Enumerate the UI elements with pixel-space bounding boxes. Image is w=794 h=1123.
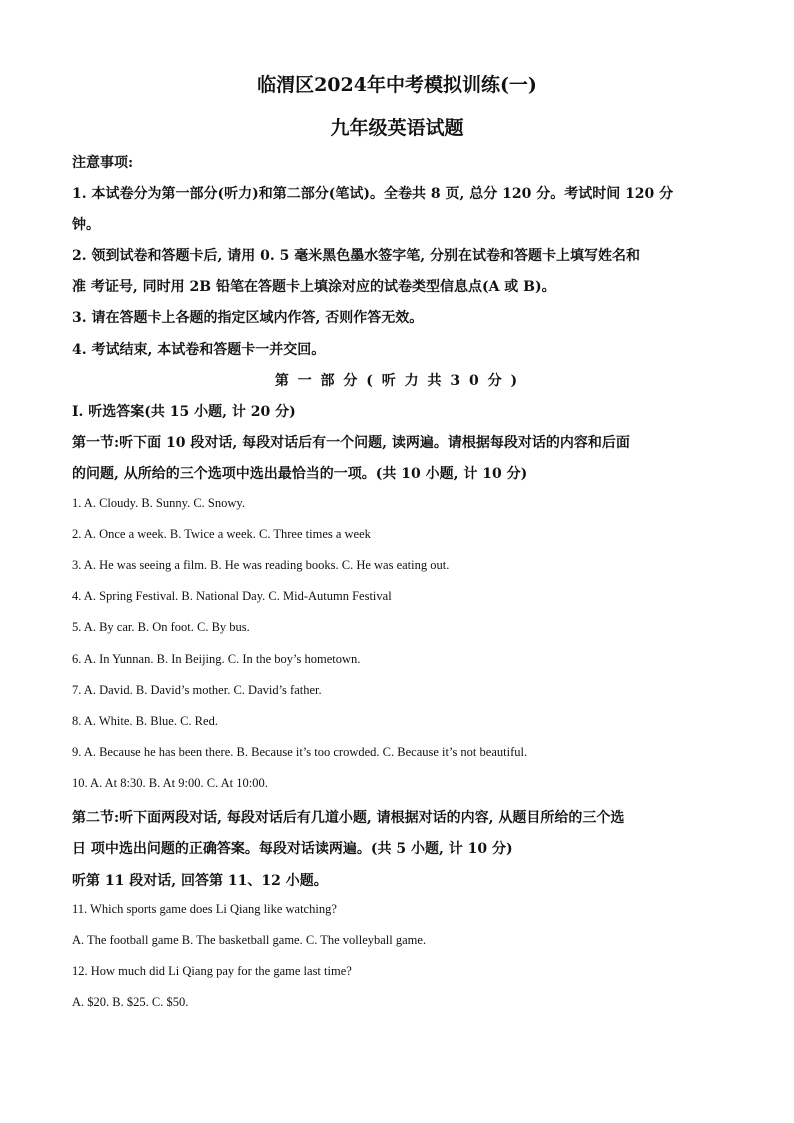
dialog-11-heading: 听第 11 段对话, 回答第 11、12 小题。: [72, 873, 328, 889]
question-12-options: A. $20. B. $25. C. $50.: [72, 995, 189, 1009]
section1-instructions-cont: 的问题, 从所给的三个选项中选出最恰当的一项。(共 10 小题, 计 10 分): [72, 466, 528, 482]
notice-heading: 注意事项:: [72, 155, 134, 171]
question-11-options: A. The football game B. The basketball game. C. The volleyball game.: [72, 933, 427, 947]
question-6: 6. A. In Yunnan. B. In Beijing. C. In the boy’s hometown.: [72, 652, 361, 666]
question-7: 7. A. David. B. David’s mother. C. David’s father.: [72, 683, 322, 697]
notice-item-4: 4. 考试结束, 本试卷和答题卡一并交回。: [72, 342, 326, 358]
exam-subtitle: 九年级英语试题: [330, 117, 464, 139]
question-11: 11. Which sports game does Li Qiang like watching?: [72, 902, 337, 916]
notice-item-2: 2. 领到试卷和答题卡后, 请用 0. 5 毫米黑色墨水签字笔, 分别在试卷和答题卡上填写姓名和: [72, 248, 640, 264]
section2-instructions-cont: 日 项中选出问题的正确答案。每段对话读两遍。(共 5 小题, 计 10 分): [72, 841, 513, 857]
notice-item-1: 1. 本试卷分为第一部分(听力)和第二部分(笔试)。全卷共 8 页, 总分 120 分。考试时间 120 分: [72, 186, 674, 202]
question-5: 5. A. By car. B. On foot. C. By bus.: [72, 620, 250, 634]
notice-item-3: 3. 请在答题卡上各题的指定区域内作答, 否则作答无效。: [72, 310, 424, 326]
section1-instructions: 第一节:听下面 10 段对话, 每段对话后有一个问题, 读两遍。请根据每段对话的内容和后面: [72, 435, 630, 451]
question-2: 2. A. Once a week. B. Twice a week. C. Three times a week: [72, 527, 371, 541]
exam-title: 临渭区2024年中考模拟训练(一): [257, 74, 537, 96]
question-3: 3. A. He was seeing a film. B. He was reading books. C. He was eating out.: [72, 558, 450, 572]
question-1: 1. A. Cloudy. B. Sunny. C. Snowy.: [72, 496, 245, 510]
question-10: 10. A. At 8:30. B. At 9:00. C. At 10:00.: [72, 776, 268, 790]
question-12: 12. How much did Li Qiang pay for the game last time?: [72, 964, 352, 978]
part1-heading: 第 一 部 分 ( 听 力 共 3 0 分 ): [274, 373, 520, 389]
notice-item-1-cont: 钟。: [72, 217, 100, 233]
notice-item-2-cont: 准 考证号, 同时用 2B 铅笔在答题卡上填涂对应的试卷类型信息点(A 或 B)。: [72, 279, 556, 295]
question-4: 4. A. Spring Festival. B. National Day. C. Mid-Autumn Festival: [72, 589, 392, 603]
section2-instructions: 第二节:听下面两段对话, 每段对话后有几道小题, 请根据对话的内容, 从题目所给的三个选: [72, 810, 625, 826]
section1-heading: I. 听选答案(共 15 小题, 计 20 分): [72, 404, 296, 420]
question-9: 9. A. Because he has been there. B. Because it’s too crowded. C. Because it’s not beautiful.: [72, 745, 528, 759]
question-8: 8. A. White. B. Blue. C. Red.: [72, 714, 218, 728]
